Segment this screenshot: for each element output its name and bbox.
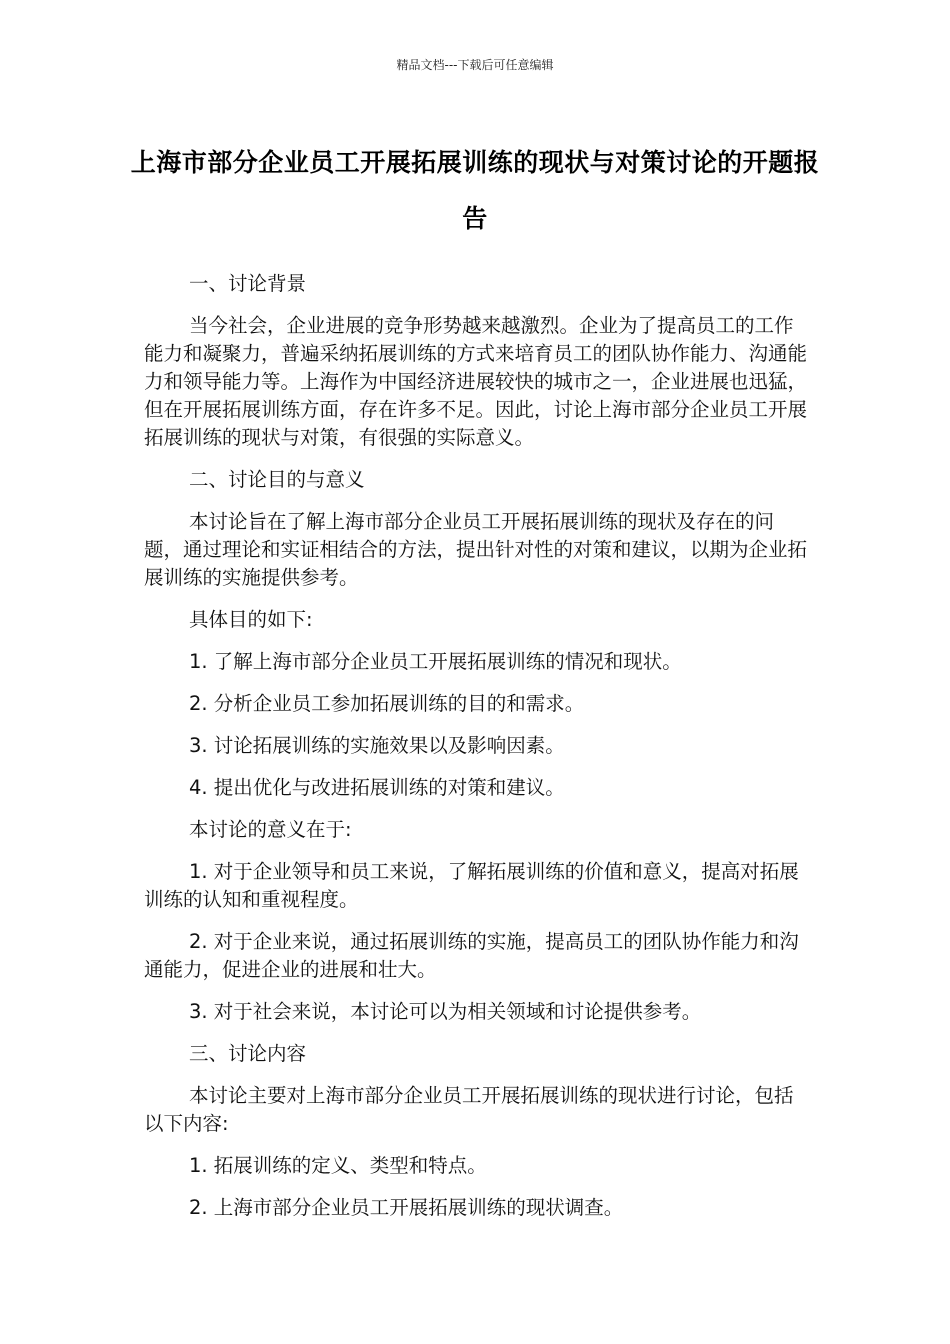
paragraph-purpose: 本讨论旨在了解上海市部分企业员工开展拓展训练的现状及存在的问题，通过理论和实证相结合的方法，提出针对性的对策和建议，以期为企业拓展训练的实施提供参考。 <box>144 510 808 589</box>
list-item-content-1: 1. 拓展训练的定义、类型和特点。 <box>189 1154 487 1177</box>
list-item-content-2: 2. 上海市部分企业员工开展拓展训练的现状调查。 <box>189 1196 624 1219</box>
header-note: 精品文档---下载后可任意编辑 <box>396 58 554 72</box>
document-title: 上海市部分企业员工开展拓展训练的现状与对策讨论的开题报告 <box>130 148 820 233</box>
paragraph-background: 当今社会，企业进展的竞争形势越来越激烈。企业为了提高员工的工作能力和凝聚力，普遍采纳拓展训练的方式来培育员工的团队协作能力、沟通能力和领导能力等。上海作为中国经济进展较快的城市之一，企业进展也迅猛，但在开展拓展训练方面，存在许多不足。因此，讨论上海市部分企业员工开展拓展训练的现状与对策，有很强的实际意义。 <box>144 314 808 449</box>
list-item-significance-1: 1. 对于企业领导和员工来说，了解拓展训练的价值和意义，提高对拓展训练的认知和重视程度。 <box>144 860 799 911</box>
section-heading-purpose: 二、讨论目的与意义 <box>189 468 365 491</box>
paragraph-specific-goals-intro: 具体目的如下: <box>189 608 313 631</box>
paragraph-significance-intro: 本讨论的意义在于: <box>189 818 352 841</box>
section-heading-content: 三、讨论内容 <box>189 1042 307 1065</box>
list-item-goal-3: 3. 讨论拓展训练的实施效果以及影响因素。 <box>189 734 565 757</box>
document-body <box>144 270 808 1236</box>
paragraph-content-intro: 本讨论主要对上海市部分企业员工开展拓展训练的现状进行讨论，包括以下内容: <box>144 1084 794 1135</box>
list-item-significance-3: 3. 对于社会来说，本讨论可以为相关领域和讨论提供参考。 <box>189 1000 702 1023</box>
list-item-goal-1: 1. 了解上海市部分企业员工开展拓展训练的情况和现状。 <box>189 650 682 673</box>
list-item-significance-2: 2. 对于企业来说，通过拓展训练的实施，提高员工的团队协作能力和沟通能力，促进企业的进展和壮大。 <box>144 930 799 981</box>
section-heading-background: 一、讨论背景 <box>189 272 307 295</box>
list-item-goal-4: 4. 提出优化与改进拓展训练的对策和建议。 <box>189 776 565 799</box>
list-item-goal-2: 2. 分析企业员工参加拓展训练的目的和需求。 <box>189 692 585 715</box>
